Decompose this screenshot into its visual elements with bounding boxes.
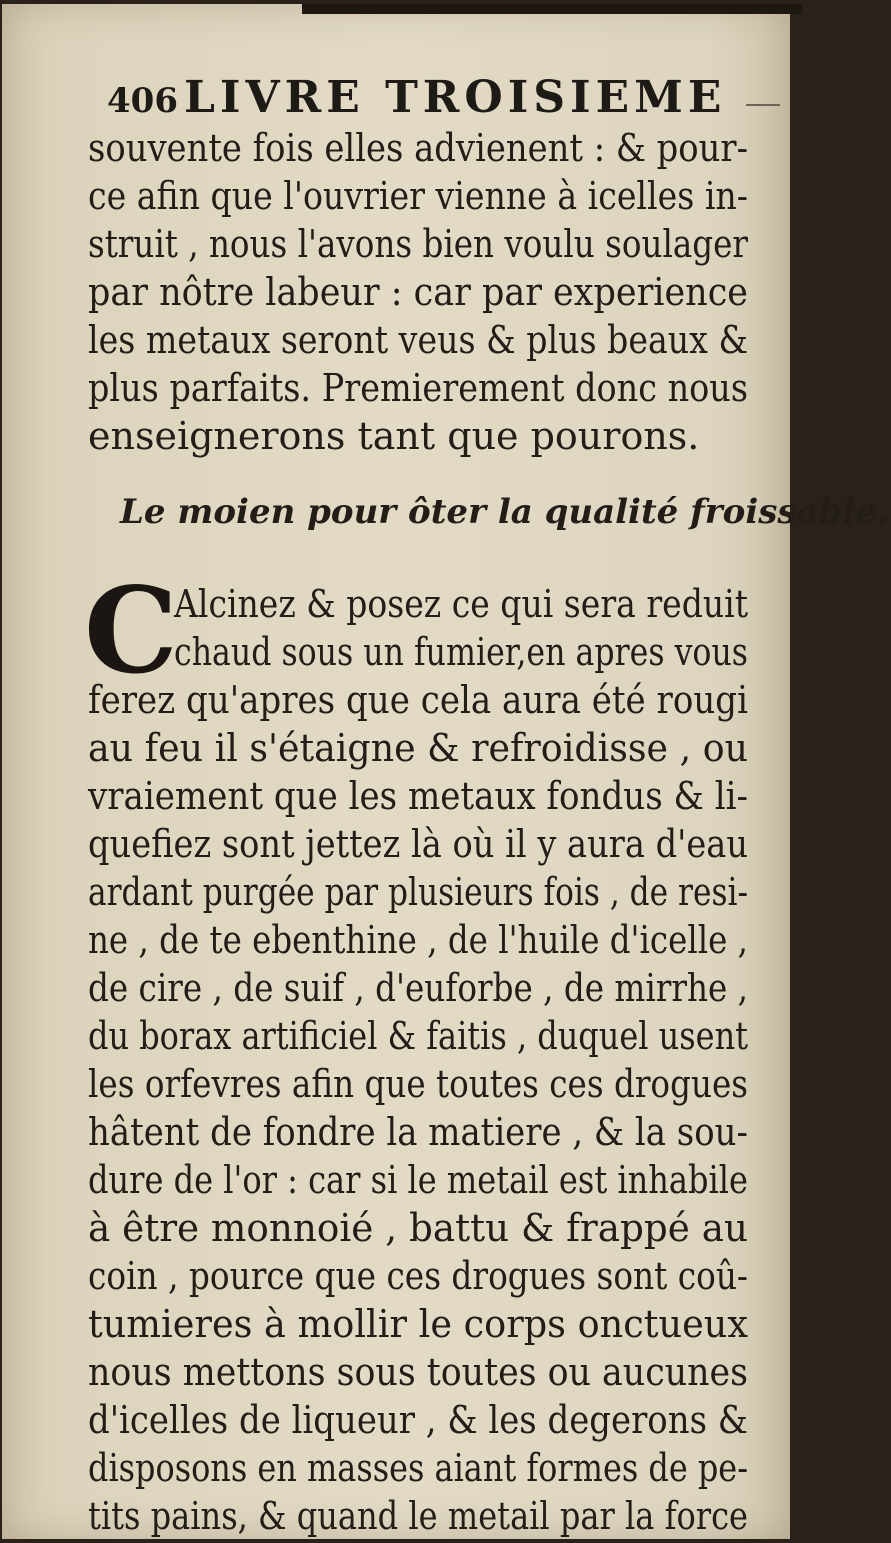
text-line: ce afin que l'ouvrier vienne à icelles in- bbox=[88, 174, 748, 218]
section-heading: Le moien pour ôter la qualité froissable. bbox=[120, 492, 889, 532]
text-line: Alcinez & posez ce qui sera reduit bbox=[174, 582, 748, 626]
text-line: vraiement que les metaux fondus & li- bbox=[88, 774, 748, 818]
text-line: hâtent de fondre la matiere , & la sou- bbox=[88, 1110, 748, 1154]
text-line: disposons en masses aiant formes de pe- bbox=[88, 1446, 748, 1490]
text-line: tits pains, & quand le metail par la force bbox=[88, 1494, 748, 1538]
text-line: ferez qu'apres que cela aura été rougi bbox=[88, 678, 748, 722]
text-line: quefiez sont jettez là où il y aura d'eau bbox=[88, 822, 748, 866]
running-head bbox=[107, 72, 726, 123]
drop-cap-initial: C bbox=[84, 561, 178, 700]
text-line: à être monnoié , battu & frappé au bbox=[88, 1206, 748, 1250]
text-line: les metaux seront veus & plus beaux & bbox=[88, 318, 748, 362]
page-number: 406 bbox=[107, 81, 178, 121]
text-line: struit , nous l'avons bien voulu soulager bbox=[88, 222, 748, 266]
running-head-title: LIVRE TROISIEME bbox=[183, 72, 727, 123]
text-line: de cire , de suif , d'euforbe , de mirrhe , bbox=[88, 966, 748, 1010]
text-line: ardant purgée par plusieurs fois , de resi- bbox=[88, 870, 748, 914]
text-line: nous mettons sous toutes ou aucunes bbox=[88, 1350, 748, 1394]
text-line: d'icelles de liqueur , & les degerons & bbox=[88, 1398, 748, 1442]
text-line: plus parfaits. Premierement donc nous bbox=[88, 366, 748, 410]
intro-text-block bbox=[88, 124, 748, 460]
text-line: enseignerons tant que pourons. bbox=[88, 414, 700, 458]
text-line: par nôtre labeur : car par experience bbox=[88, 270, 748, 314]
text-line: du borax artificiel & faitis , duquel usent bbox=[88, 1014, 748, 1058]
text-line: souvente fois elles advienent : & pour- bbox=[88, 126, 748, 170]
text-line: au feu il s'étaigne & refroidisse , ou bbox=[88, 726, 748, 770]
paragraph-text-block bbox=[88, 580, 748, 1540]
text-line: ne , de te ebenthine , de l'huile d'icelle , bbox=[88, 918, 748, 962]
text-line: les orfevres afin que toutes ces drogues bbox=[88, 1062, 748, 1106]
text-line: dure de l'or : car si le metail est inhabile bbox=[88, 1158, 748, 1202]
text-line: chaud sous un fumier,en apres vous bbox=[174, 630, 748, 674]
page-top-shadow bbox=[302, 4, 802, 14]
text-line: coin , pource que ces drogues sont coû- bbox=[88, 1254, 748, 1298]
margin-mark bbox=[746, 104, 780, 106]
text-line: tumieres à mollir le corps onctueux bbox=[88, 1302, 748, 1346]
